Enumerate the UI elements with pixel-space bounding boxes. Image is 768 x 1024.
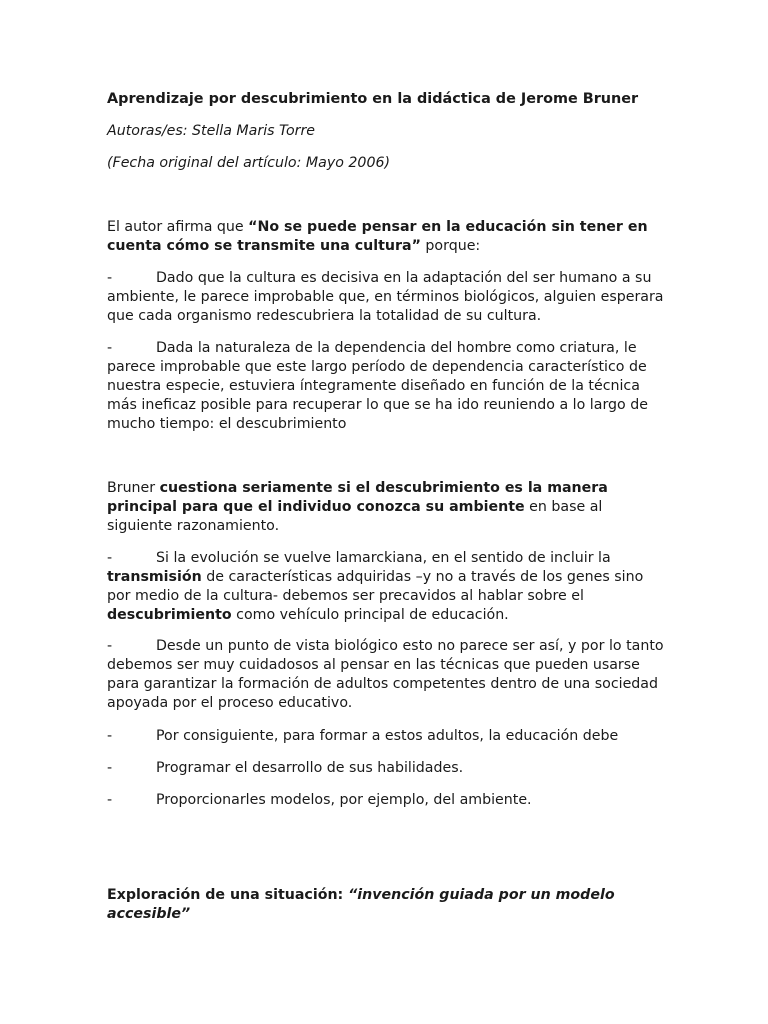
dash-marker: - xyxy=(107,760,113,776)
bruner-tail: en base al siguiente razonamiento. xyxy=(107,499,603,534)
list-item-text: Programar el desarrollo de sus habilidades. xyxy=(156,760,464,776)
list-item xyxy=(107,637,667,713)
list-item xyxy=(107,549,667,625)
text-run: como vehículo principal de educación. xyxy=(231,607,509,623)
dash-marker: - xyxy=(107,270,113,286)
authors-line: Autoras/es: Stella Maris Torre xyxy=(107,123,316,139)
date-line: (Fecha original del artículo: Mayo 2006) xyxy=(107,155,391,171)
list-item-text: Dado que la cultura es decisiva en la adaptación del ser humano a su ambiente, le parece improbable que, en términos biológicos, alguien esperara que cada organismo redescubriera la totalidad de su cultura. xyxy=(107,270,664,324)
intro-quote: “No se puede pensar en la educación sin tener en cuenta cómo se transmite una cultura” xyxy=(107,219,648,254)
list-item xyxy=(107,791,667,810)
section-lead: Exploración de una situación: xyxy=(107,887,349,903)
list-item-text: Dada la naturaleza de la dependencia del hombre como criatura, le parece improbable que este largo período de dependencia característico de nuestra especie, estuviera íntegramente diseñado en función de la técnica más ineficaz posible para recuperar lo que se ha ido reuniendo a lo largo de mucho tiempo: el descubrimiento xyxy=(107,340,648,432)
bruner-bold: cuestiona seriamente si el descubrimiento es la manera principal para que el individuo conozca su ambiente xyxy=(107,480,608,515)
list-item-text: Desde un punto de vista biológico esto no parece ser así, y por lo tanto debemos ser muy cuidadosos al pensar en las técnicas que pueden usarse para garantizar la formación de adultos competentes dentro de una sociedad apoyada por el proceso educativo. xyxy=(107,638,664,711)
bold-descubrimiento: descubrimiento xyxy=(107,607,232,623)
bruner-lead: Bruner xyxy=(107,480,160,496)
list-item-text xyxy=(107,549,667,625)
dash-marker: - xyxy=(107,792,113,808)
section-quote: “invención guiada por un modelo accesible” xyxy=(107,887,615,922)
dash-marker: - xyxy=(107,638,113,654)
list-item xyxy=(107,759,667,778)
list-item-text: Proporcionarles modelos, por ejemplo, del ambiente. xyxy=(156,792,532,808)
list-item-text: Por consiguiente, para formar a estos adultos, la educación debe xyxy=(156,728,619,744)
bruner-paragraph xyxy=(107,479,667,536)
dash-marker: - xyxy=(107,728,113,744)
list-item xyxy=(107,727,667,746)
list-item xyxy=(107,269,667,326)
intro-tail: porque: xyxy=(420,238,481,254)
dash-marker: - xyxy=(107,340,113,356)
document-title: Aprendizaje por descubrimiento en la didáctica de Jerome Bruner xyxy=(107,91,639,107)
intro-paragraph xyxy=(107,218,667,256)
text-run: Si la evolución se vuelve lamarckiana, en el sentido de incluir la xyxy=(156,550,611,566)
list-item xyxy=(107,339,667,434)
bold-transmision: transmisión xyxy=(107,569,202,585)
intro-lead: El autor afirma que xyxy=(107,219,249,235)
section-heading xyxy=(107,886,667,924)
text-run: de características adquiridas –y no a través de los genes sino por medio de la cultura- debemos ser precavidos al hablar sobre el xyxy=(107,569,644,604)
dash-marker: - xyxy=(107,550,113,566)
